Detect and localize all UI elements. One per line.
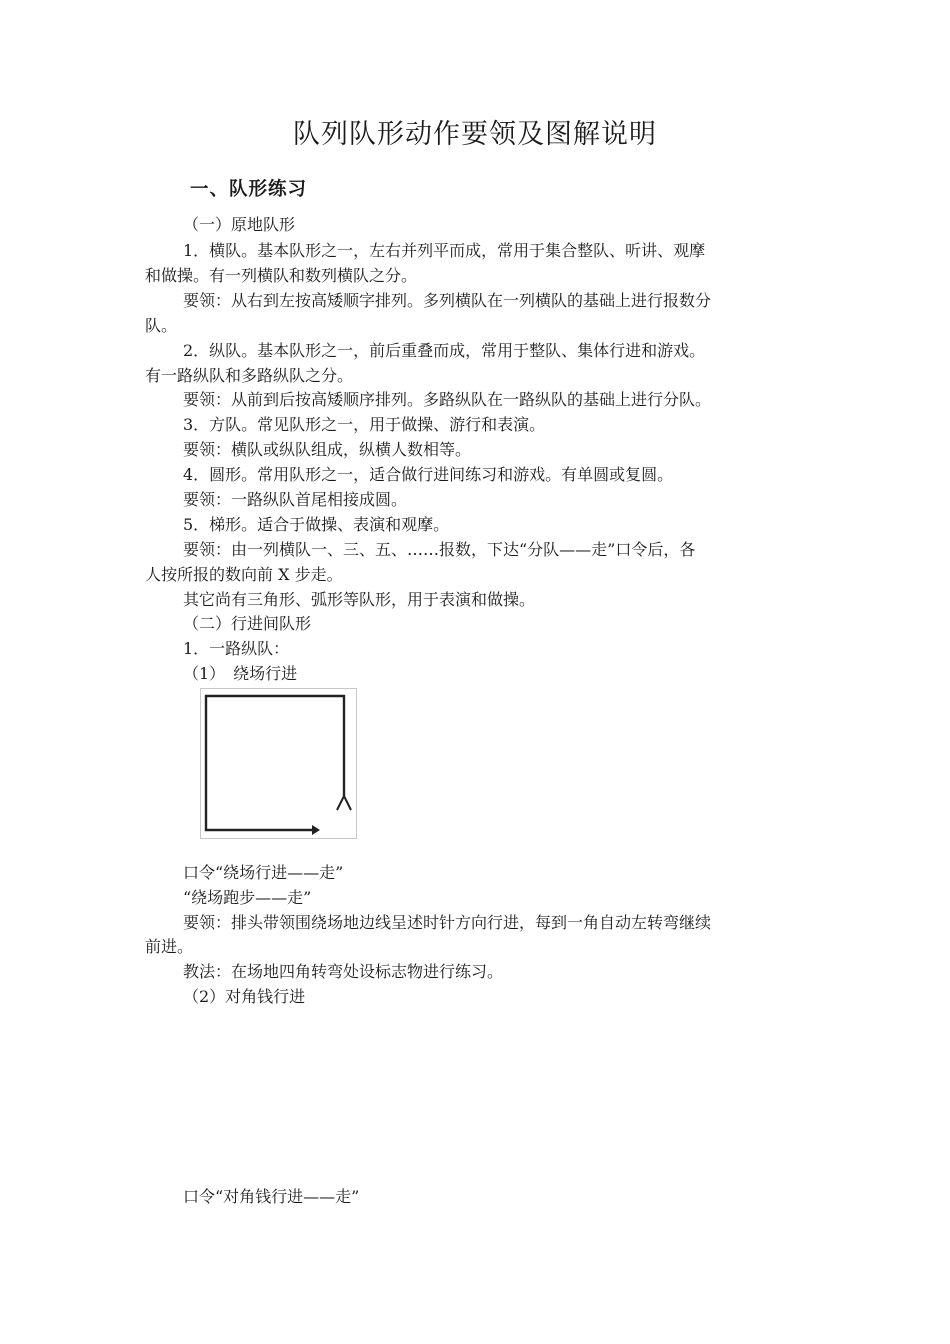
paragraph-line: 队。 — [145, 316, 178, 335]
paragraph-line: 要领：由一列横队一、三、五、……报数，下达“分队——走”口令后，各 — [183, 540, 696, 559]
paragraph-line: 其它尚有三角形、弧形等队形，用于表演和做操。 — [183, 590, 536, 609]
paragraph-line: 人按所报的数向前 X 步走。 — [145, 565, 343, 584]
subsection-heading: （二）行进间队形 — [183, 614, 312, 633]
item-heading: （1） 绕场行进 — [183, 664, 298, 683]
circuit-march-diagram — [200, 688, 358, 840]
item-heading: （2）对角钱行进 — [183, 987, 306, 1006]
section-heading: 一、队形练习 — [190, 179, 308, 200]
paragraph-line: 要领：横队或纵队组成，纵横人数相等。 — [183, 440, 472, 459]
paragraph-line: 5．梯形。适合于做操、表演和观摩。 — [183, 515, 450, 534]
paragraph-line: 要领：从前到后按高矮顺序排列。多路纵队在一路纵队的基础上进行分队。 — [183, 390, 712, 409]
paragraph-line: 要领：从右到左按高矮顺字排列。多列横队在一列横队的基础上进行报数分 — [183, 291, 712, 310]
paragraph-line: 前进。 — [145, 937, 194, 956]
paragraph-line: 要领：排头带领围绕场地边线呈述时针方向行进，每到一角自动左转弯继续 — [183, 913, 712, 932]
subsection-heading: （一）原地队形 — [183, 215, 296, 234]
document-title: 队列队形动作要领及图解说明 — [293, 119, 657, 150]
command-line: 口令“绕场行进——走” — [183, 863, 344, 882]
paragraph-line: 教法：在场地四角转弯处设标志物进行练习。 — [183, 962, 504, 981]
paragraph-line: 1．一路纵队： — [183, 639, 290, 658]
paragraph-line: 3．方队。常见队形之一，用于做操、游行和表演。 — [183, 415, 546, 434]
paragraph-line: 2．纵队。基本队形之一，前后重叠而成，常用于整队、集体行进和游戏。 — [183, 341, 706, 360]
paragraph-line: 和做操。有一列横队和数列横队之分。 — [145, 266, 418, 285]
paragraph-line: 要领：一路纵队首尾相接成圆。 — [183, 490, 408, 509]
command-line: 口令“对角钱行进——走” — [183, 1187, 360, 1206]
paragraph-line: 1．横队。基本队形之一，左右并列平而成，常用于集合整队、听讲、观摩 — [183, 241, 706, 260]
paragraph-line: 4．圆形。常用队形之一，适合做行进间练习和游戏。有单圆或复圆。 — [183, 465, 674, 484]
paragraph-line: 有一路纵队和多路纵队之分。 — [145, 366, 354, 385]
command-line: “绕场跑步——走” — [183, 888, 312, 907]
diagram-frame — [201, 689, 357, 839]
